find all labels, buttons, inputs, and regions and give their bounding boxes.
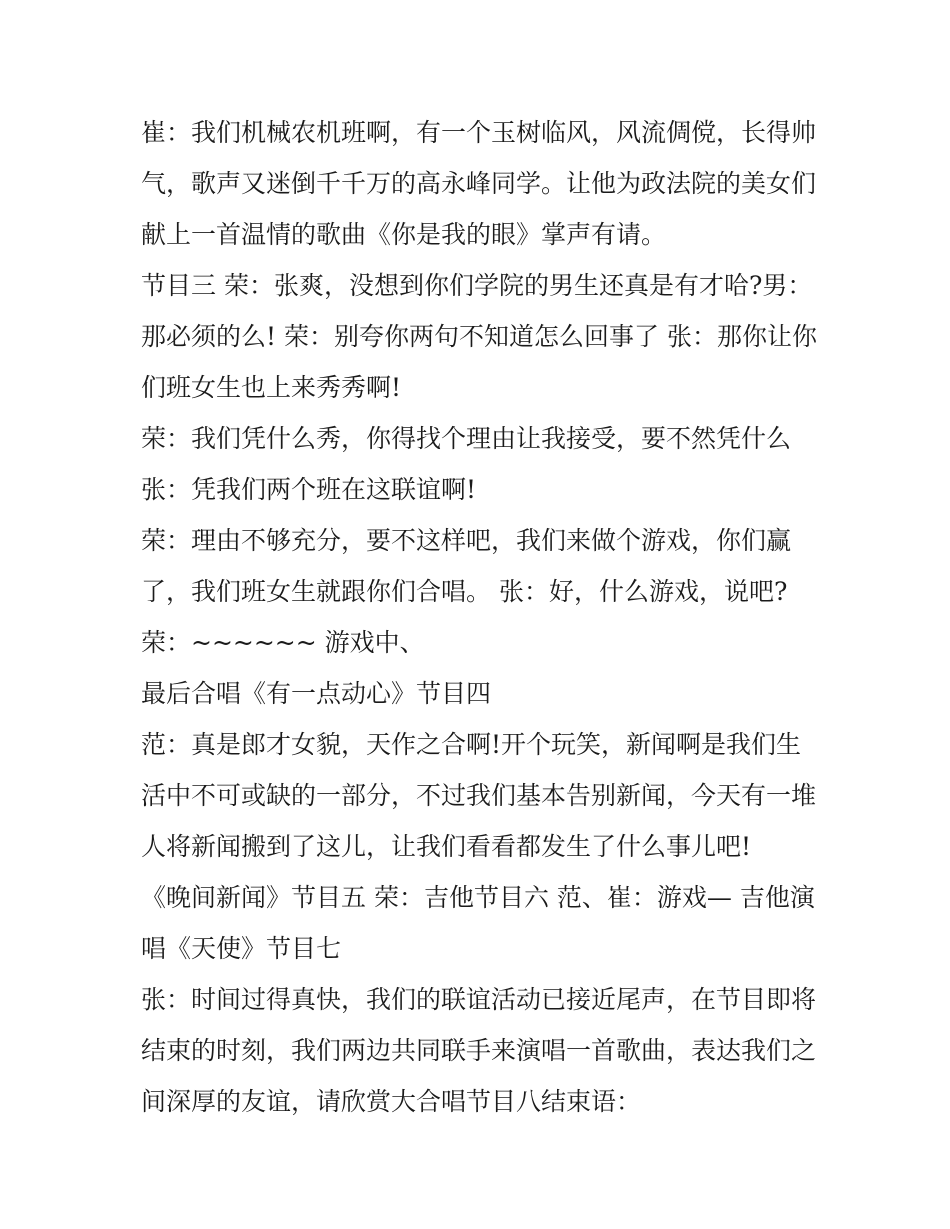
text-line: 荣：理由不够充分，要不这样吧，我们来做个游戏，你们赢	[141, 526, 792, 555]
text-line: 间深厚的友谊，请欣赏大合唱节目八结束语：	[141, 1087, 642, 1116]
text-line: 献上一首温情的歌曲《你是我的眼》掌声有请。	[141, 220, 667, 249]
text-line: 荣：我们凭什么秀，你得找个理由让我接受，要不然凭什么	[141, 424, 792, 453]
text-line: 节目三 荣：张爽，没想到你们学院的男生还真是有才哈?男：	[141, 271, 813, 300]
text-line: 最后合唱《有一点动心》节目四	[141, 679, 492, 708]
document-body	[141, 107, 831, 1127]
text-line: 《晚间新闻》节目五 荣：吉他节目六 范、崔：游戏— 吉他演	[141, 883, 815, 912]
text-line: 张：时间过得真快，我们的联谊活动已接近尾声，在节目即将	[141, 985, 817, 1014]
text-line: 们班女生也上来秀秀啊!	[141, 373, 402, 402]
text-line: 范：真是郎才女貌，天作之合啊!开个玩笑，新闻啊是我们生	[141, 730, 802, 759]
text-line: 唱《天使》节目七	[141, 934, 342, 963]
text-line: 活中不可或缺的一部分，不过我们基本告别新闻，今天有一堆	[141, 781, 817, 810]
text-line: 荣：~~~~~~ 游戏中、	[141, 628, 425, 657]
text-line: 了，我们班女生就跟你们合唱。 张：好，什么游戏，说吧?	[141, 577, 788, 606]
text-line: 结束的时刻，我们两边共同联手来演唱一首歌曲，表达我们之	[141, 1036, 817, 1065]
text-line: 崔：我们机械农机班啊，有一个玉树临风，风流倜傥，长得帅	[141, 118, 817, 147]
text-line: 气，歌声又迷倒千千万的高永峰同学。让他为政法院的美女们	[141, 169, 817, 198]
text-line: 人将新闻搬到了这儿，让我们看看都发生了什么事儿吧!	[141, 832, 752, 861]
text-line: 那必须的么! 荣：别夸你两句不知道怎么回事了 张：那你让你	[141, 322, 817, 351]
text-line: 张：凭我们两个班在这联谊啊!	[141, 475, 477, 504]
